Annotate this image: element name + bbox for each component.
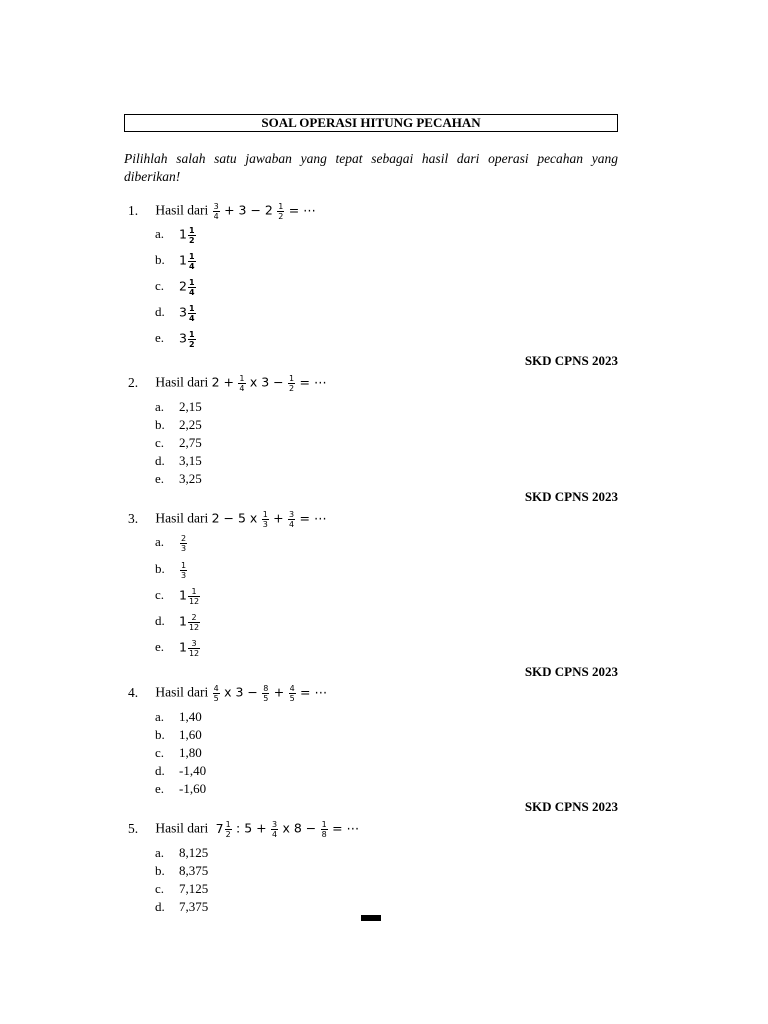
math-term: = ⋯ xyxy=(299,374,327,390)
option-1a: a. 1 $\frac{1}{2}$ xyxy=(155,226,195,245)
question-1 xyxy=(128,202,316,221)
option-1d: d. 3 $\frac{1}{4}$ xyxy=(155,304,195,323)
math-term: x 3 − xyxy=(249,374,284,390)
question-number: 1. xyxy=(128,202,139,218)
question-number: 2. xyxy=(128,374,139,390)
option-4c: c. 1,80 xyxy=(155,745,202,760)
document-title: SOAL OPERASI HITUNG PECAHAN xyxy=(124,114,618,132)
option-5c: c. 7,125 xyxy=(155,881,209,896)
source-label: SKD CPNS 2023 xyxy=(524,489,618,504)
option-3c: c. 1 $\frac{1}{12}$ xyxy=(155,587,200,606)
math-term: = ⋯ xyxy=(300,684,327,700)
question-3 xyxy=(128,510,326,529)
option-4e: e. -1,60 xyxy=(155,781,207,796)
math-term: 2 + xyxy=(211,374,235,390)
math-term: 7 xyxy=(215,820,224,836)
option-5a: a. 8,125 xyxy=(155,845,209,860)
option-2c: c. 2,75 xyxy=(155,435,202,450)
fraction: $\frac{4}{5}$ xyxy=(213,684,219,703)
question-number: 5. xyxy=(128,820,139,836)
option-2e: e. 3,25 xyxy=(155,471,202,486)
page-number: 152 xyxy=(361,915,381,921)
option-5b: b. 8,375 xyxy=(155,863,209,878)
question-number: 4. xyxy=(128,684,139,700)
option-5d: d. 7,375 xyxy=(155,899,209,914)
option-3b: b. $\frac{1}{3}$ xyxy=(155,561,187,580)
question-2 xyxy=(128,374,326,393)
math-term: = ⋯ xyxy=(299,510,327,526)
question-lead: Hasil dari xyxy=(155,374,209,390)
math-term: = ⋯ xyxy=(288,202,316,218)
fraction: $\frac{3}{4}$ xyxy=(289,510,295,529)
question-number: 3. xyxy=(128,510,139,526)
option-1e: e. 3 $\frac{1}{2}$ xyxy=(155,330,195,349)
math-term: : 5 + xyxy=(236,820,267,836)
option-3e: e. 1 $\frac{3}{12}$ xyxy=(155,639,200,658)
question-lead: Hasil dari xyxy=(155,684,209,700)
question-lead: Hasil dari xyxy=(155,820,209,836)
question-5 xyxy=(128,820,359,839)
fraction: $\frac{1}{2}$ xyxy=(289,374,295,393)
fraction: $\frac{3}{4}$ xyxy=(272,820,278,839)
option-4a: a. 1,40 xyxy=(155,709,202,724)
fraction: $\frac{8}{5}$ xyxy=(263,684,269,703)
question-lead: Hasil dari xyxy=(155,202,209,218)
option-2a: a. 2,15 xyxy=(155,399,202,414)
option-3a: a. $\frac{2}{3}$ xyxy=(155,534,187,553)
math-term: x 8 − xyxy=(282,820,317,836)
source-label: SKD CPNS 2023 xyxy=(524,353,618,368)
source-label: SKD CPNS 2023 xyxy=(524,664,618,679)
option-3d: d. 1 $\frac{2}{12}$ xyxy=(155,613,200,632)
question-lead: Hasil dari xyxy=(155,510,209,526)
fraction: $\frac{4}{5}$ xyxy=(289,684,295,703)
source-label: SKD CPNS 2023 xyxy=(524,799,618,814)
fraction: $\frac{1}{2}$ xyxy=(278,202,284,221)
option-2b: b. 2,25 xyxy=(155,417,202,432)
instruction-text: Pilihlah salah satu jawaban yang tepat sebagai hasil dari operasi pecahan yang diberikan! xyxy=(124,151,618,184)
question-4 xyxy=(128,684,327,703)
fraction: $\frac{1}{2}$ xyxy=(225,820,231,839)
math-term: + xyxy=(273,684,285,700)
math-term: 2 − 5 x xyxy=(211,510,258,526)
fraction: $\frac{3}{4}$ xyxy=(213,202,219,221)
option-2d: d. 3,15 xyxy=(155,453,202,468)
option-1c: c. 2 $\frac{1}{4}$ xyxy=(155,278,195,297)
fraction: $\frac{1}{4}$ xyxy=(239,374,245,393)
fraction: $\frac{1}{3}$ xyxy=(262,510,268,529)
fraction: $\frac{1}{8}$ xyxy=(321,820,327,839)
math-term: = ⋯ xyxy=(332,820,360,836)
option-4b: b. 1,60 xyxy=(155,727,202,742)
option-4d: d. -1,40 xyxy=(155,763,207,778)
math-term: + 3 − 2 xyxy=(224,202,273,218)
option-1b: b. 1 $\frac{1}{4}$ xyxy=(155,252,195,271)
math-term: + xyxy=(273,510,284,526)
math-term: x 3 − xyxy=(224,684,258,700)
